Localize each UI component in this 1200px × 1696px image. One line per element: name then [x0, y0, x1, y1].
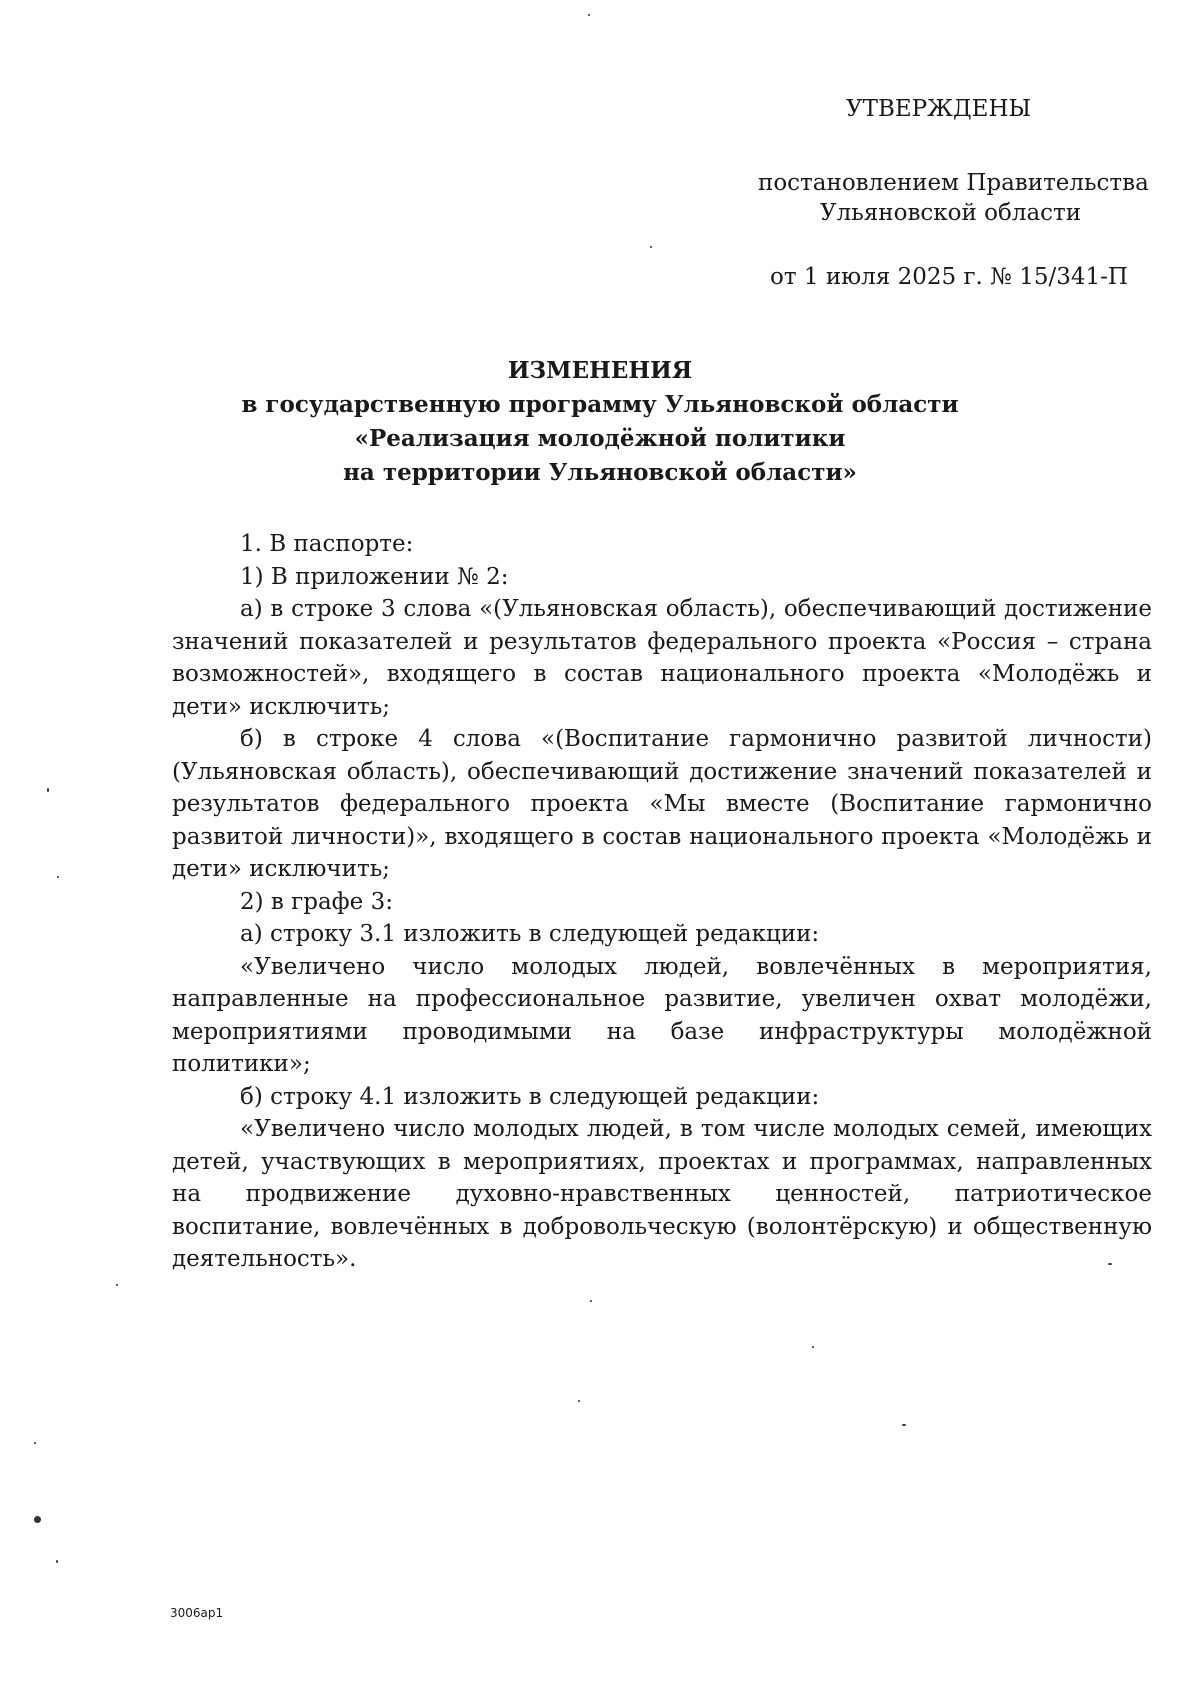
- paragraph-subitem-1: 1) В приложении № 2:: [240, 563, 509, 590]
- approval-line-resolution: постановлением Правительства: [758, 170, 1149, 196]
- title-line-1: ИЗМЕНЕНИЯ: [507, 357, 693, 384]
- scan-speck: [116, 1284, 118, 1286]
- title-line-2: в государственную программу Ульяновской области: [241, 391, 959, 418]
- scan-speck: [578, 1400, 580, 1402]
- document-title: [170, 354, 1030, 490]
- scan-speck: [812, 1346, 814, 1348]
- approval-heading: УТВЕРЖДЕНЫ: [846, 96, 1032, 122]
- approval-line-region: Ульяновской области: [820, 200, 1082, 226]
- paragraph-subitem-2a: а) строку 3.1 изложить в следующей редакции:: [240, 921, 820, 947]
- title-line-4: на территории Ульяновской области»: [343, 459, 857, 486]
- scan-speck: [902, 1424, 906, 1426]
- scan-speck: [34, 1442, 36, 1444]
- scan-speck: [650, 246, 652, 248]
- scan-speck: [57, 876, 59, 878]
- approval-line-date-number: от 1 июля 2025 г. № 15/341-П: [770, 264, 1128, 290]
- scan-speck: [588, 14, 590, 16]
- paragraph-item-1: 1. В паспорте:: [240, 531, 414, 557]
- paragraph-quote-3-1: «Увеличено число молодых людей, вовлечённых в мероприятия, направленные на профессиональное развитие, увеличен охват молодёжи, мероприятиями проводимыми на базе инфраструктуры молодёжной политики»;: [172, 953, 1152, 1077]
- scan-speck: [56, 1560, 58, 1563]
- document-body: [172, 528, 1152, 1276]
- scan-speck: [1108, 1263, 1112, 1265]
- title-line-3: «Реализация молодёжной политики: [354, 425, 846, 452]
- scan-speck: [34, 1516, 41, 1523]
- paragraph-subitem-1b: б) в строке 4 слова «(Воспитание гармонично развитой личности) (Ульяновская область), обеспечивающий достижение значений показателей и результатов федерального проекта «Мы вместе (Воспитание гармонично развитой личности)», входящего в состав национального проекта «Молодёжь и дети» исключить;: [172, 726, 1152, 882]
- footer-code: 3006ар1: [170, 1606, 224, 1620]
- paragraph-quote-4-1: «Увеличено число молодых людей, в том числе молодых семей, имеющих детей, участвующих в мероприятиях, проектах и программах, направленных на продвижение духовно-нравственных ценностей, патриотическое воспитание, вовлечённых в добровольческую (волонтёрскую) и общественную деятельность».: [172, 1116, 1152, 1272]
- paragraph-subitem-2b: б) строку 4.1 изложить в следующей редакции:: [240, 1083, 820, 1110]
- paragraph-subitem-1a: а) в строке 3 слова «(Ульяновская область), обеспечивающий достижение значений показателей и результатов федерального проекта «Россия – страна возможностей», входящего в состав национального проекта «Молодёжь и дети» исключить;: [172, 596, 1152, 720]
- paragraph-subitem-2: 2) в графе 3:: [240, 888, 393, 915]
- scan-speck: [47, 788, 49, 792]
- scan-speck: [590, 1300, 592, 1302]
